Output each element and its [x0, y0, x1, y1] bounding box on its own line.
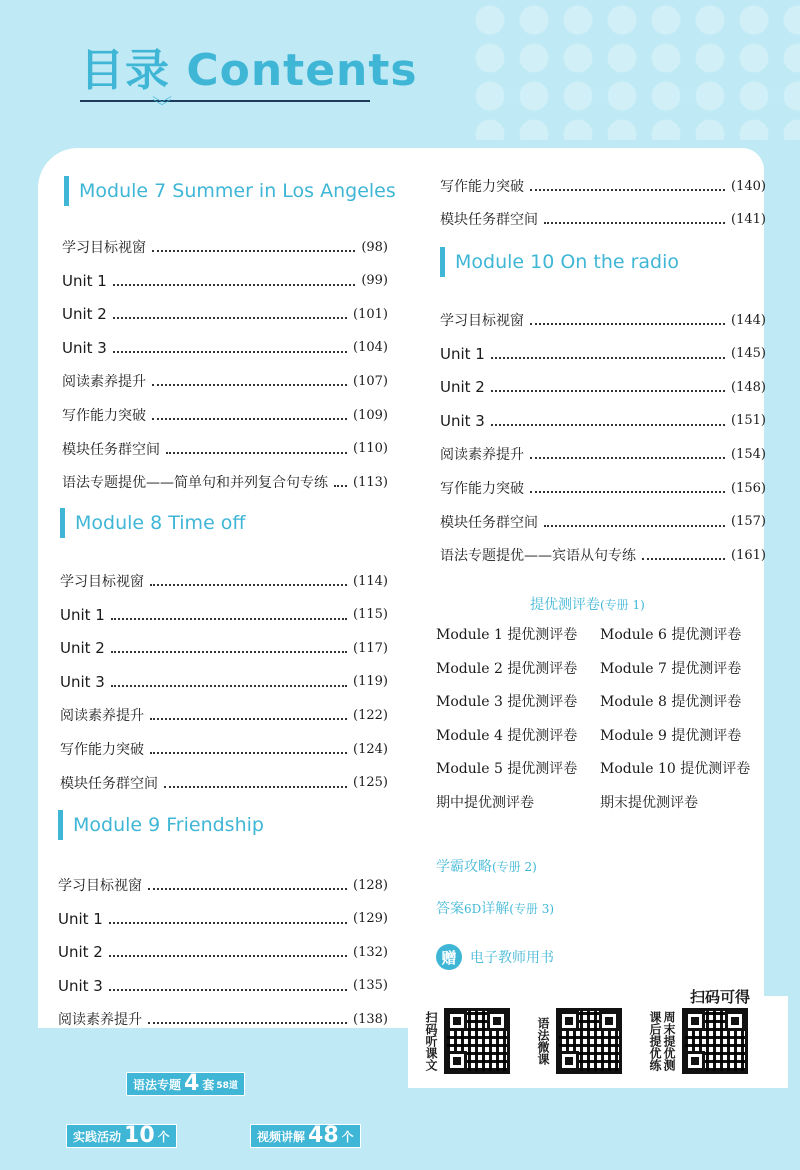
toc-page: (107) — [353, 373, 388, 389]
xueba-label: 学霸攻略 — [436, 859, 492, 875]
toc-page: (110) — [353, 441, 388, 457]
qr-label: 语法微课 — [536, 1017, 550, 1065]
toc-label: Unit 2 — [58, 943, 103, 962]
toc-row[interactable] — [60, 770, 388, 796]
toc-page: (125) — [353, 775, 388, 791]
toc-label: 模块任务群空间 — [440, 212, 538, 228]
leader-dots — [530, 457, 725, 459]
toc-page: (124) — [353, 741, 388, 757]
leader-dots — [150, 752, 347, 754]
leader-dots — [109, 922, 347, 924]
toc-page: (98) — [361, 239, 388, 255]
toc-page: (144) — [731, 312, 766, 328]
leader-dots — [544, 525, 725, 527]
toc-label: Unit 3 — [440, 411, 485, 430]
leader-dots — [111, 618, 347, 620]
toc-row[interactable] — [62, 335, 388, 361]
xueba-heading[interactable] — [436, 856, 537, 876]
qr-item-grammar[interactable] — [536, 1008, 622, 1074]
hexagon-pattern — [470, 0, 800, 140]
leader-dots — [148, 888, 347, 890]
leader-dots — [530, 323, 725, 325]
toc-row[interactable] — [440, 341, 766, 367]
qr-code-icon — [556, 1008, 622, 1074]
toc-page: (140) — [731, 178, 766, 194]
qr-label: 扫码听课文 — [424, 1011, 438, 1071]
test-item[interactable]: Module 3 提优测评卷 — [436, 694, 578, 711]
toc-label: 学习目标视窗 — [58, 878, 142, 894]
toc-row[interactable] — [440, 173, 766, 199]
leader-dots — [491, 357, 725, 359]
toc-row[interactable] — [58, 1006, 388, 1032]
toc-label: 写作能力突破 — [60, 742, 144, 758]
answers-sub: (专册 3) — [509, 902, 555, 916]
toc-page: (99) — [361, 273, 388, 289]
answers-heading[interactable] — [436, 898, 554, 918]
toc-label: Unit 1 — [60, 605, 105, 624]
toc-label: 写作能力突破 — [440, 481, 524, 497]
qr-code-icon — [682, 1008, 748, 1074]
leader-dots — [166, 452, 347, 454]
toc-label: 模块任务群空间 — [440, 514, 538, 531]
toc-label: 语法专题提优——宾语从句专练 — [440, 548, 636, 565]
test-item[interactable]: 期末提优测评卷 — [600, 795, 698, 811]
title-underline — [80, 100, 370, 102]
toc-row[interactable] — [60, 635, 388, 661]
badge-label: 实践活动 — [73, 1129, 122, 1144]
badge-grammar — [126, 1072, 245, 1096]
toc-label: 学习目标视窗 — [60, 574, 144, 590]
toc-row[interactable] — [60, 702, 388, 728]
toc-row[interactable] — [440, 441, 766, 467]
toc-page: (119) — [353, 674, 388, 690]
toc-label: Unit 2 — [440, 378, 485, 397]
toc-page: (151) — [731, 413, 766, 429]
qr-item-listen[interactable] — [424, 1008, 510, 1074]
toc-page: (129) — [353, 911, 388, 927]
module-title: Module 8 Time off — [75, 512, 246, 534]
module-bar — [440, 247, 445, 277]
toc-row[interactable] — [62, 301, 388, 327]
leader-dots — [164, 786, 347, 788]
toc-label: 写作能力突破 — [440, 179, 524, 195]
toc-page: (114) — [353, 573, 388, 589]
toc-row[interactable] — [62, 368, 388, 394]
toc-label: 模块任务群空间 — [60, 775, 158, 792]
toc-row[interactable] — [440, 509, 766, 535]
module-title: Module 10 On the radio — [455, 251, 680, 273]
module-title: Module 7 Summer in Los Angeles — [79, 180, 396, 202]
toc-label: 阅读素养提升 — [440, 447, 524, 464]
toc-label: Unit 3 — [62, 338, 107, 357]
toc-label: 阅读素养提升 — [60, 708, 144, 725]
toc-page: (161) — [731, 547, 766, 563]
toc-row[interactable] — [62, 234, 388, 260]
toc-row[interactable] — [60, 602, 388, 628]
toc-page: (117) — [353, 640, 388, 656]
test-item[interactable]: Module 4 提优测评卷 — [436, 727, 578, 744]
leader-dots — [152, 250, 355, 252]
leader-dots — [334, 485, 347, 487]
toc-label: 阅读素养提升 — [62, 374, 146, 391]
leader-dots — [544, 222, 725, 224]
toc-label: 语法专题提优——简单句和并列复合句专练 — [62, 475, 328, 492]
toc-page: (113) — [353, 474, 388, 490]
toc-label: 学习目标视窗 — [62, 240, 146, 256]
gift-label: 电子教师用书 — [470, 950, 554, 966]
qr-label: 周末提优测 课后提优练 — [648, 1011, 676, 1071]
leader-dots — [491, 424, 725, 426]
badge-activity — [66, 1124, 177, 1148]
toc-label: 模块任务群空间 — [62, 441, 160, 458]
answers-6d: 6D — [464, 902, 482, 916]
gift-icon: 赠 — [436, 944, 462, 970]
toc-label: 写作能力突破 — [62, 408, 146, 424]
toc-label: 阅读素养提升 — [58, 1012, 142, 1029]
toc-row[interactable] — [440, 206, 766, 232]
test-item[interactable]: Module 8 提优测评卷 — [600, 694, 742, 711]
toc-page: (156) — [731, 480, 766, 496]
toc-row[interactable] — [62, 402, 388, 428]
toc-row[interactable] — [60, 568, 388, 594]
toc-page: (138) — [353, 1011, 388, 1027]
module-title: Module 9 Friendship — [73, 814, 264, 836]
toc-row[interactable] — [58, 906, 388, 932]
leader-dots — [491, 390, 725, 392]
toc-row[interactable] — [62, 268, 388, 294]
toc-page: (128) — [353, 877, 388, 893]
toc-page: (157) — [731, 514, 766, 530]
badge-number: 10 — [124, 1123, 155, 1148]
toc-row[interactable] — [440, 542, 766, 568]
toc-row[interactable] — [440, 307, 766, 333]
leader-dots — [113, 351, 347, 353]
module-heading[interactable] — [440, 247, 679, 277]
badge-number: 4 — [184, 1071, 200, 1096]
tests-heading[interactable] — [530, 594, 645, 614]
toc-page: (104) — [353, 340, 388, 356]
badge-unit: 套 — [202, 1077, 215, 1092]
toc-label: Unit 2 — [62, 305, 107, 324]
toc-page: (132) — [353, 944, 388, 960]
toc-row[interactable] — [440, 475, 766, 501]
test-item[interactable]: Module 1 提优测评卷 — [436, 627, 578, 643]
toc-page: (148) — [731, 379, 766, 395]
leader-dots — [152, 384, 347, 386]
toc-row[interactable] — [58, 939, 388, 965]
badge-label: 视频讲解 — [257, 1129, 306, 1144]
test-item[interactable]: Module 6 提优测评卷 — [600, 627, 742, 643]
toc-label: Unit 3 — [60, 672, 105, 691]
test-item[interactable]: Module 2 提优测评卷 — [436, 660, 578, 677]
toc-row[interactable] — [60, 669, 388, 695]
toc-row[interactable] — [62, 436, 388, 462]
qr-header: 扫码可得 — [690, 988, 751, 1006]
toc-row[interactable] — [60, 736, 388, 762]
leader-dots — [530, 491, 725, 493]
toc-label: 学习目标视窗 — [440, 313, 524, 329]
toc-row[interactable] — [58, 973, 388, 999]
toc-page: (109) — [353, 407, 388, 423]
test-item[interactable]: Module 5 提优测评卷 — [436, 761, 578, 778]
toc-page: (145) — [731, 346, 766, 362]
module-heading[interactable] — [60, 508, 246, 538]
test-item[interactable]: 期中提优测评卷 — [436, 795, 534, 811]
module-bar — [64, 176, 69, 206]
toc-page: (141) — [731, 211, 766, 227]
toc-label: Unit 1 — [440, 344, 485, 363]
test-item[interactable]: Module 10 提优测评卷 — [600, 761, 751, 778]
toc-row[interactable] — [62, 469, 388, 495]
toc-label: Unit 2 — [60, 639, 105, 658]
toc-page: (101) — [353, 306, 388, 322]
page-title: 目录 Contents — [80, 45, 418, 96]
module-heading[interactable] — [58, 810, 264, 840]
badge-video — [250, 1124, 361, 1148]
toc-row[interactable] — [440, 408, 766, 434]
toc-page: (122) — [353, 707, 388, 723]
badge-number: 48 — [308, 1123, 339, 1148]
toc-page: (135) — [353, 978, 388, 994]
chevron-down-icon: ︾ — [152, 94, 172, 118]
toc-label: Unit 1 — [62, 271, 107, 290]
test-item[interactable]: Module 7 提优测评卷 — [600, 660, 742, 677]
toc-row[interactable] — [58, 872, 388, 898]
toc-page: (154) — [731, 446, 766, 462]
leader-dots — [150, 584, 347, 586]
leader-dots — [113, 284, 355, 286]
leader-dots — [111, 651, 347, 653]
leader-dots — [530, 189, 725, 191]
answers-label-2: 详解 — [481, 901, 510, 917]
header — [80, 44, 418, 102]
xueba-sub: (专册 2) — [492, 860, 537, 874]
gift-teacher-book[interactable] — [436, 944, 554, 970]
tests-heading-sub: (专册 1) — [600, 598, 645, 612]
toc-label: Unit 3 — [58, 976, 103, 995]
qr-code-icon — [444, 1008, 510, 1074]
answers-label: 答案 — [436, 901, 464, 917]
leader-dots — [148, 1022, 347, 1024]
leader-dots — [152, 418, 347, 420]
tests-heading-label: 提优测评卷 — [530, 597, 600, 613]
test-item[interactable]: Module 9 提优测评卷 — [600, 727, 742, 744]
leader-dots — [642, 558, 725, 560]
toc-label: Unit 1 — [58, 909, 103, 928]
module-bar — [60, 508, 65, 538]
badge-unit: 个 — [157, 1129, 170, 1144]
leader-dots — [113, 317, 347, 319]
module-bar — [58, 810, 63, 840]
badge-extra: 58道 — [216, 1080, 238, 1091]
leader-dots — [109, 989, 347, 991]
leader-dots — [109, 955, 347, 957]
toc-row[interactable] — [440, 374, 766, 400]
toc-page: (115) — [353, 607, 388, 623]
qr-item-practice[interactable] — [648, 1008, 748, 1074]
badge-unit: 个 — [341, 1129, 354, 1144]
badge-label: 语法专题 — [133, 1077, 182, 1092]
module-heading[interactable] — [64, 176, 396, 206]
leader-dots — [111, 685, 347, 687]
leader-dots — [150, 718, 347, 720]
